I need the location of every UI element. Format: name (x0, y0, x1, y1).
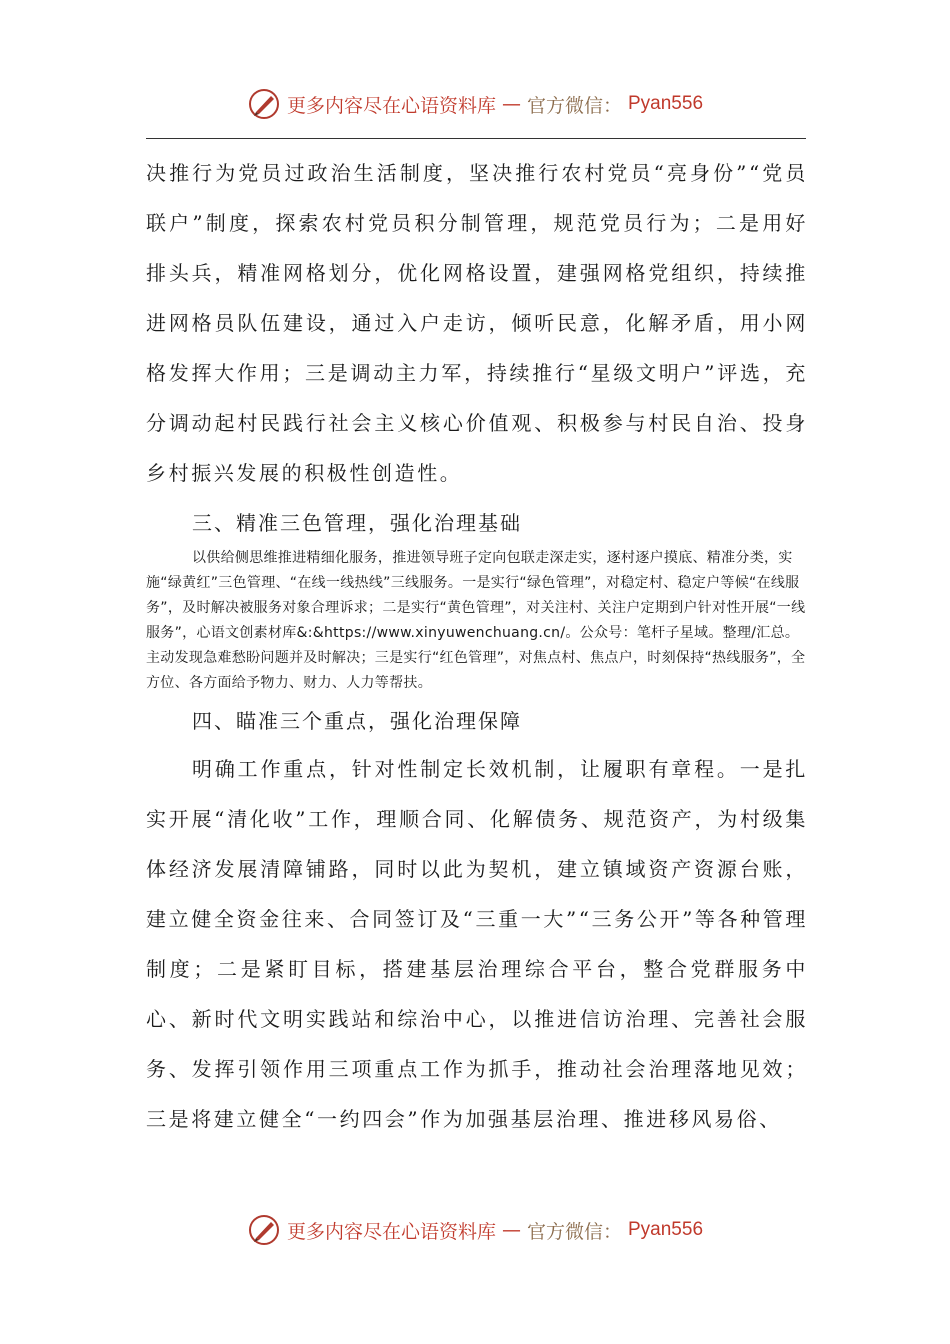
footer-dash: — (501, 1219, 521, 1241)
page-footer (0, 1210, 950, 1250)
paragraph-1: 决推行为党员过政治生活制度，坚决推行农村党员“亮身份”“党员联户”制度，探索农村党员积分制管理，规范党员行为；二是用好排头兵，精准网格划分，优化网格设置，建强网格党组织，持续推进网格员队伍建设，通过入户走访，倾听民意，化解矛盾，用小网格发挥大作用；三是调动主力军，持续推行“星级文明户”评选，充分调动起村民践行社会主义核心价值观、积极参与村民自治、投身乡村振兴发展的积极性创造性。 (146, 161, 808, 485)
pen-logo-icon (247, 1213, 281, 1247)
paragraph-2: 以供给侧思维推进精细化服务，推进领导班子定向包联走深走实，逐村逐户摸底、精准分类，实施“绿黄红”三色管理、“在线一线热线”三线服务。一是实行“绿色管理”，对稳定村、稳定户等候“在线服务”，及时解决被服务对象合理诉求；二是实行“黄色管理”，对关注村、关注户定期到户针对性开展“一线服务”，心语文创素材库&:&https://www.xinyuwenchuang.cn/。公众号：笔杆子星域。整理/汇总。主动发现急难愁盼问题并及时解决；三是实行“红色管理”，对焦点村、焦点户，时刻保持“热线服务”，全方位、各方面给予物力、财力、人力等帮扶。 (146, 550, 806, 691)
header-dash: — (501, 93, 521, 115)
footer-brand (247, 1213, 703, 1247)
paragraph-3: 明确工作重点，针对性制定长效机制，让履职有章程。一是扎实开展“清化收”工作，理顺合同、化解债务、规范资产，为村级集体经济发展清障铺路，同时以此为契机，建立镇域资产资源台账，建立健全资金往来、合同签订及“三重一大”“三务公开”等各种管理制度；二是紧盯目标，搭建基层治理综合平台，整合党群服务中心、新时代文明实践站和综治中心，以推进信访治理、完善社会服务、发挥引领作用三项重点工作为抓手，推动社会治理落地见效；三是将建立健全“一约四会”作为加强基层治理、推进移风易俗、 (146, 757, 808, 1131)
page-header (0, 84, 950, 124)
footer-brand-text: 更多内容尽在心语资料库 (286, 1220, 496, 1243)
header-brand-text: 更多内容尽在心语资料库 (286, 94, 496, 117)
section-heading-4: 四、瞄准三个重点，强化治理保障 (192, 709, 522, 733)
pen-logo-icon (247, 87, 281, 121)
header-brand (247, 87, 703, 121)
header-wechat-label: 官方微信： (526, 94, 622, 117)
header-divider (146, 138, 806, 139)
footer-wechat-id: Pyan556 (628, 1219, 704, 1240)
document-body (146, 148, 808, 1144)
section-heading-3: 三、精准三色管理，强化治理基础 (192, 511, 522, 535)
footer-wechat-label: 官方微信： (526, 1220, 622, 1243)
header-wechat-id: Pyan556 (628, 93, 704, 114)
